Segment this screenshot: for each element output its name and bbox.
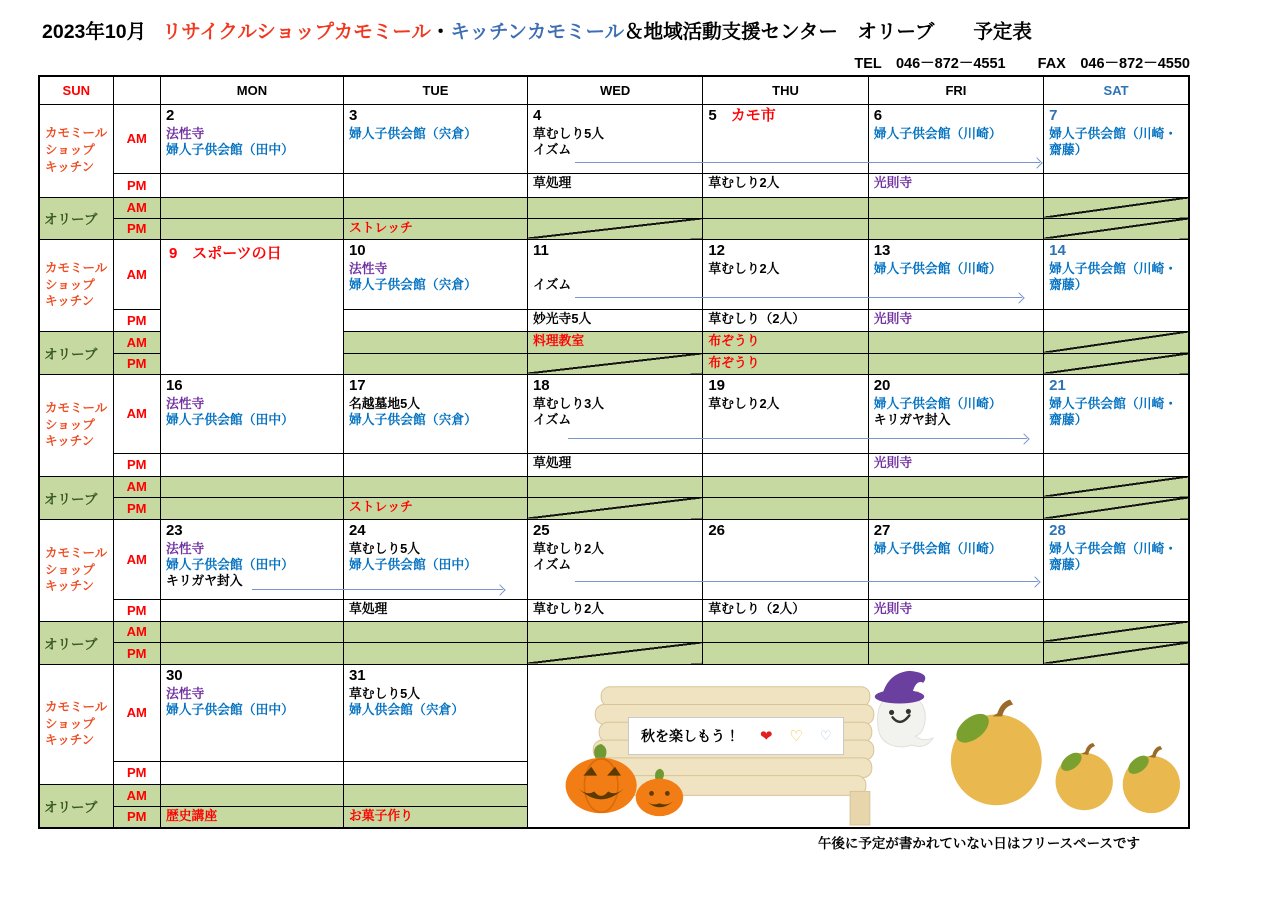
day-23-am — [160, 519, 343, 599]
day-23-olive-am — [160, 621, 343, 642]
date-number: 17 — [348, 376, 366, 394]
pm-label: PM — [113, 599, 160, 621]
entry-line: イズム — [532, 276, 572, 292]
day-16-am — [160, 374, 343, 453]
day-12-olive-am — [703, 331, 868, 353]
day-2-am — [160, 104, 343, 173]
day-14-olive-pm — [1044, 353, 1189, 374]
heart-icon-red: ❤ — [759, 727, 773, 745]
entry-line: 齋藤） — [1049, 411, 1088, 427]
holiday-merged-cell — [160, 239, 343, 374]
entry-line: 光則寺 — [873, 600, 913, 616]
olive-label: オリーブ — [39, 621, 113, 664]
day-7-am — [1044, 104, 1189, 173]
entry-line: 婦人子供会館（川崎・ — [1049, 125, 1178, 141]
day-21-am — [1044, 374, 1189, 453]
entry-line: 料理教室 — [532, 332, 585, 348]
day-25-am — [527, 519, 702, 599]
entry-line: ストレッチ — [348, 219, 413, 235]
shop-label-line: キッチン — [45, 733, 95, 748]
col-header-sat: SAT — [1044, 76, 1189, 104]
date-number: 5 カモ市 — [708, 106, 776, 124]
day-7-olive-pm — [1044, 218, 1189, 239]
shop-label — [39, 519, 113, 621]
day-2-olive-pm — [160, 218, 343, 239]
week-3-row-pm — [39, 453, 1189, 476]
day-11-olive-am — [527, 331, 702, 353]
pear-icon-small — [1123, 746, 1180, 813]
day-10-olive-pm — [343, 353, 527, 374]
am-label: AM — [113, 476, 160, 497]
date-number: 10 — [348, 241, 366, 259]
day-18-am — [527, 374, 702, 453]
entry-line: 婦人子供会館（宍倉） — [348, 276, 477, 292]
day-6-olive-pm — [868, 218, 1043, 239]
pear-icon-large — [951, 699, 1042, 805]
entry-line: イズム — [532, 141, 572, 157]
shop-label-line: キッチン — [45, 434, 95, 449]
shop-label-line: カモミール — [45, 260, 108, 275]
date-number: 31 — [348, 666, 366, 684]
continuation-arrow — [575, 297, 1022, 298]
shop-label — [39, 664, 113, 784]
pm-label: PM — [113, 453, 160, 476]
am-label: AM — [113, 104, 160, 173]
sign-text: 秋を楽しもう ！ — [640, 727, 743, 744]
week-5-row-am — [39, 664, 1189, 761]
entry-line: 齋藤） — [1049, 276, 1088, 292]
entry-line: 法性寺 — [165, 685, 205, 701]
day-10-olive-am — [343, 331, 527, 353]
day-25-pm — [527, 599, 702, 621]
olive-label: オリーブ — [39, 784, 113, 828]
day-4-pm — [527, 173, 702, 197]
shop-label — [39, 374, 113, 476]
day-21-olive-am — [1044, 476, 1189, 497]
day-11-olive-pm — [527, 353, 702, 374]
entry-line: 草処理 — [348, 600, 388, 616]
week-3-row-am — [39, 374, 1189, 453]
day-2-olive-am — [160, 197, 343, 218]
day-17-olive-pm — [343, 497, 527, 519]
date-number: 7 — [1049, 106, 1058, 124]
day-19-olive-am — [703, 476, 868, 497]
date-number: 24 — [348, 521, 366, 539]
am-label: AM — [113, 664, 160, 761]
continuation-arrow — [575, 162, 1040, 163]
pear-icon-medium — [1056, 743, 1113, 810]
shop-label — [39, 239, 113, 331]
ghost-icon — [875, 670, 933, 746]
day-16-pm — [160, 453, 343, 476]
entry-line: 布ぞうり — [708, 332, 760, 348]
week-4-row-olive-pm — [39, 642, 1189, 664]
day-13-pm — [868, 309, 1043, 331]
title-brand-recycle-shop: リサイクルショップカモミール — [162, 21, 431, 43]
entry-line: 婦人子供会館（田中） — [165, 701, 294, 717]
holiday-note: 9 スポーツの日 — [168, 244, 282, 262]
day-24-olive-pm — [343, 642, 527, 664]
entry-line: 布ぞうり — [708, 354, 760, 370]
day-30-olive-am — [160, 784, 343, 806]
col-header-fri: FRI — [868, 76, 1043, 104]
day-31-olive-am — [343, 784, 527, 806]
day-2-pm — [160, 173, 343, 197]
title-separator-dot: ・ — [430, 21, 451, 43]
pm-label: PM — [113, 353, 160, 374]
day-3-pm — [343, 173, 527, 197]
tel-number: TEL 046－872－4551 — [854, 56, 1006, 72]
col-header-sun: SUN — [39, 76, 113, 104]
entry-line: 婦人子供会館（田中） — [348, 556, 477, 572]
entry-line: キリガヤ封入 — [165, 572, 243, 588]
day-24-pm — [343, 599, 527, 621]
entry-line: 婦人子供会館（川崎・ — [1049, 260, 1178, 276]
shop-label-line: ショップ — [45, 417, 95, 432]
entry-line: 草処理 — [532, 174, 572, 190]
entry-line: 婦人供会館（宍倉） — [348, 701, 465, 717]
entry-line: 光則寺 — [873, 174, 913, 190]
entry-line: 婦人子供会館（宍倉） — [348, 411, 477, 427]
day-13-olive-am — [868, 331, 1043, 353]
schedule-table — [38, 75, 1190, 829]
title-brand-kitchen: キッチンカモミール — [450, 21, 625, 43]
day-14-pm — [1044, 309, 1189, 331]
day-12-olive-pm — [703, 353, 868, 374]
col-header-spacer — [113, 76, 160, 104]
entry-line: 草むしり2人 — [708, 395, 780, 411]
week-1-row-olive-am — [39, 197, 1189, 218]
shop-label — [39, 104, 113, 197]
day-10-am — [343, 239, 527, 309]
day-27-olive-am — [868, 621, 1043, 642]
day-20-am — [868, 374, 1043, 453]
continuation-arrow — [568, 438, 1027, 439]
day-12-pm — [703, 309, 868, 331]
day-14-olive-am — [1044, 331, 1189, 353]
entry-line: 草むしり2人 — [532, 600, 605, 616]
day-12-am — [703, 239, 868, 309]
heart-icon-yellow: ♡ — [789, 727, 803, 745]
am-label: AM — [113, 197, 160, 218]
week-1-row-pm — [39, 173, 1189, 197]
pm-label: PM — [113, 497, 160, 519]
title-month: 2023年10月 — [42, 21, 147, 43]
date-number: 2 — [165, 106, 175, 124]
entry-line: ストレッチ — [348, 498, 413, 514]
day-17-olive-am — [343, 476, 527, 497]
week-1-row-olive-pm — [39, 218, 1189, 239]
day-26-pm — [703, 599, 868, 621]
pm-label: PM — [113, 642, 160, 664]
day-4-olive-pm — [527, 218, 702, 239]
pm-label: PM — [113, 173, 160, 197]
pm-label: PM — [113, 806, 160, 828]
entry-line: 歴史講座 — [165, 807, 218, 823]
entry-line: 婦人子供会館（川崎） — [873, 260, 1002, 276]
day-23-olive-pm — [160, 642, 343, 664]
week-4-row-pm — [39, 599, 1189, 621]
shop-label-line: カモミール — [45, 545, 108, 560]
entry-line: 婦人子供会館（川崎） — [873, 125, 1002, 141]
entry-line: 草むしり2人 — [708, 174, 780, 190]
day-25-olive-pm — [527, 642, 702, 664]
title-suffix: ＆地域活動支援センター オリーブ 予定表 — [624, 21, 1032, 43]
day-16-olive-am — [160, 476, 343, 497]
autumn-illustration — [528, 665, 1188, 827]
week-4-row-olive-am — [39, 621, 1189, 642]
shop-label-line: キッチン — [45, 294, 95, 309]
day-24-olive-am — [343, 621, 527, 642]
day-30-pm — [160, 761, 343, 784]
am-label: AM — [113, 239, 160, 309]
day-20-pm — [868, 453, 1043, 476]
entry-line: 草むしり（2人） — [708, 310, 806, 326]
shop-label-line: ショップ — [45, 143, 95, 158]
day-20-olive-pm — [868, 497, 1043, 519]
day-3-olive-am — [343, 197, 527, 218]
week-3-row-olive-pm — [39, 497, 1189, 519]
entry-line: 法性寺 — [165, 125, 205, 141]
day-28-pm — [1044, 599, 1189, 621]
entry-line: 草むしり2人 — [708, 260, 780, 276]
entry-line: 草むしり3人 — [532, 395, 605, 411]
date-number: 12 — [708, 241, 726, 259]
day-5-pm — [703, 173, 868, 197]
date-number: 3 — [348, 106, 358, 124]
sign-post — [850, 791, 870, 825]
entry-line: 妙光寺5人 — [532, 310, 592, 326]
entry-line: 婦人子供会館（田中） — [165, 141, 294, 157]
day-18-olive-pm — [527, 497, 702, 519]
am-label: AM — [113, 621, 160, 642]
day-25-olive-am — [527, 621, 702, 642]
entry-line: 法性寺 — [348, 260, 388, 276]
am-label: AM — [113, 784, 160, 806]
day-6-olive-am — [868, 197, 1043, 218]
entry-line: 齋藤） — [1049, 556, 1088, 572]
entry-line: お菓子作り — [348, 807, 413, 823]
entry-line: 婦人子供会館（川崎・ — [1049, 395, 1178, 411]
day-23-pm — [160, 599, 343, 621]
day-26-olive-am — [703, 621, 868, 642]
day-27-olive-pm — [868, 642, 1043, 664]
day-7-olive-am — [1044, 197, 1189, 218]
date-number: 4 — [532, 106, 542, 124]
day-28-olive-pm — [1044, 642, 1189, 664]
day-31-pm — [343, 761, 527, 784]
entry-line: 光則寺 — [873, 454, 913, 470]
entry-line: 齋藤） — [1049, 141, 1088, 157]
day-30-olive-pm — [160, 806, 343, 828]
date-number: 23 — [165, 521, 183, 539]
shop-label-line: キッチン — [45, 159, 95, 174]
day-27-am — [868, 519, 1043, 599]
entry-line: 婦人子供会館（川崎・ — [1049, 540, 1178, 556]
illustration-cell — [527, 664, 1189, 828]
day-5-olive-pm — [703, 218, 868, 239]
entry-line: 草むしり5人 — [532, 125, 605, 141]
shop-label-line: カモミール — [45, 400, 108, 415]
heart-icon-blue: ♡ — [819, 727, 832, 743]
pm-label: PM — [113, 218, 160, 239]
entry-line: 法性寺 — [165, 540, 205, 556]
date-number: 18 — [532, 376, 550, 394]
date-number: 28 — [1049, 521, 1066, 539]
date-number: 21 — [1049, 376, 1066, 394]
date-number: 13 — [873, 241, 891, 259]
entry-line: 草処理 — [532, 454, 572, 470]
day-16-olive-pm — [160, 497, 343, 519]
entry-line: キリガヤ封入 — [873, 411, 951, 427]
col-header-tue: TUE — [343, 76, 527, 104]
date-number: 25 — [532, 521, 550, 539]
am-label: AM — [113, 374, 160, 453]
day-4-olive-am — [527, 197, 702, 218]
olive-label: オリーブ — [39, 476, 113, 519]
shop-label-line: ショップ — [45, 562, 95, 577]
shop-label-line: ショップ — [45, 277, 95, 292]
day-17-pm — [343, 453, 527, 476]
date-number: 6 — [873, 106, 883, 124]
day-18-olive-am — [527, 476, 702, 497]
date-number: 20 — [873, 376, 891, 394]
entry-line: 草むしり（2人） — [708, 600, 806, 616]
entry-line: 法性寺 — [165, 395, 205, 411]
col-header-mon: MON — [160, 76, 343, 104]
date-number: 16 — [165, 376, 183, 394]
sign-label — [628, 717, 844, 755]
date-number: 11 — [532, 241, 549, 259]
entry-line: 草むしり5人 — [348, 540, 421, 556]
day-7-pm — [1044, 173, 1189, 197]
entry-line — [533, 261, 698, 277]
entry-line: イズム — [532, 556, 572, 572]
am-label: AM — [113, 331, 160, 353]
day-26-am — [703, 519, 868, 599]
entry-line: 婦人子供会館（田中） — [165, 556, 294, 572]
day-5-olive-am — [703, 197, 868, 218]
date-event-note: カモ市 — [730, 106, 776, 124]
week-4-row-am — [39, 519, 1189, 599]
continuation-arrow — [252, 589, 503, 590]
entry-line: 婦人子供会館（田中） — [165, 411, 294, 427]
date-number: 26 — [708, 521, 726, 539]
entry-line: 草むしり5人 — [348, 685, 421, 701]
date-number: 19 — [708, 376, 726, 394]
entry-line: 婦人子供会館（宍倉） — [348, 125, 477, 141]
day-30-am — [160, 664, 343, 761]
day-19-am — [703, 374, 868, 453]
olive-label: オリーブ — [39, 197, 113, 239]
col-header-thu: THU — [703, 76, 868, 104]
shop-label-line: カモミール — [45, 699, 108, 714]
day-6-pm — [868, 173, 1043, 197]
day-21-olive-pm — [1044, 497, 1189, 519]
day-17-am — [343, 374, 527, 453]
day-20-olive-am — [868, 476, 1043, 497]
date-number: 14 — [1049, 241, 1066, 259]
entry-line: イズム — [532, 411, 572, 427]
entry-line: 名越墓地5人 — [348, 395, 421, 411]
entry-line: 婦人子供会館（川崎） — [873, 540, 1002, 556]
continuation-arrow — [575, 581, 1038, 582]
day-27-pm — [868, 599, 1043, 621]
shop-label-line: ショップ — [45, 716, 95, 731]
day-11-am — [527, 239, 702, 309]
week-3-row-olive-am — [39, 476, 1189, 497]
entry-line: 光則寺 — [873, 310, 913, 326]
page-title — [42, 16, 1032, 44]
calendar-table-area — [38, 75, 1190, 829]
day-11-pm — [527, 309, 702, 331]
day-28-olive-am — [1044, 621, 1189, 642]
entry-line: 草むしり2人 — [532, 540, 605, 556]
date-number: 30 — [165, 666, 183, 684]
day-26-olive-pm — [703, 642, 868, 664]
col-header-wed: WED — [527, 76, 702, 104]
pm-label: PM — [113, 309, 160, 331]
day-18-pm — [527, 453, 702, 476]
day-14-am — [1044, 239, 1189, 309]
day-31-olive-pm — [343, 806, 527, 828]
pm-label: PM — [113, 761, 160, 784]
fax-number: FAX 046－872－4550 — [1037, 56, 1190, 72]
olive-label: オリーブ — [39, 331, 113, 374]
day-31-am — [343, 664, 527, 761]
shop-label-line: キッチン — [45, 579, 95, 594]
day-3-olive-pm — [343, 218, 527, 239]
day-28-am — [1044, 519, 1189, 599]
day-10-pm — [343, 309, 527, 331]
header-row — [39, 76, 1189, 104]
day-3-am — [343, 104, 527, 173]
entry-line: 婦人子供会館（川崎） — [873, 395, 1002, 411]
day-13-olive-pm — [868, 353, 1043, 374]
day-19-pm — [703, 453, 868, 476]
footer-note: 午後に予定が書かれていない日はフリースペースです — [817, 836, 1140, 851]
day-21-pm — [1044, 453, 1189, 476]
am-label: AM — [113, 519, 160, 599]
shop-label-line: カモミール — [45, 126, 108, 141]
contact-line — [854, 52, 1190, 73]
day-19-olive-pm — [703, 497, 868, 519]
date-number: 27 — [873, 521, 891, 539]
